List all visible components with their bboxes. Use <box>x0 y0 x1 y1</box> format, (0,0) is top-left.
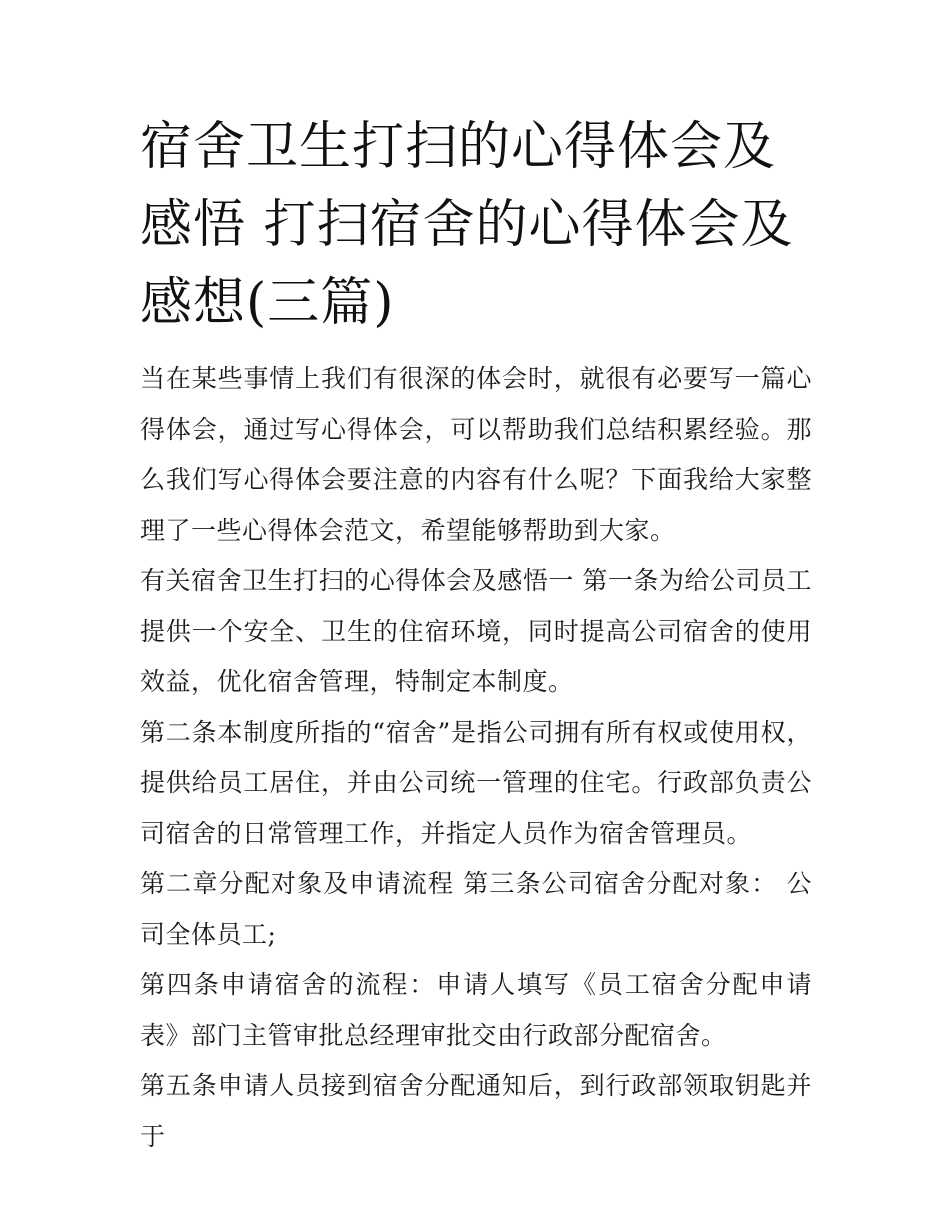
paragraph-article-2: 第二条本制度所指的“宿舍”是指公司拥有所有权或使用权，提供给员工居住，并由公司统一管理的住宅。行政部负责公司宿舍的日常管理工作，并指定人员作为宿舍管理员。 <box>140 717 812 848</box>
paragraph-article-1: 有关宿舍卫生打扫的心得体会及感悟一 第一条为给公司员工提供一个安全、卫生的住宿环境，同时提高公司宿舍的使用效益，优化宿舍管理，特制定本制度。 <box>140 566 812 696</box>
paragraph-chapter-2-article-3: 第二章分配对象及申请流程 第三条公司宿舍分配对象： 公司全体员工; <box>140 869 812 949</box>
paragraph-intro: 当在某些事情上我们有很深的体会时，就很有必要写一篇心得体会，通过写心得体会，可以帮助我们总结积累经验。那么我们写心得体会要注意的内容有什么呢？下面我给大家整理了一些心得体会范文，希望能够帮助到大家。 <box>140 364 812 545</box>
paragraph-article-4: 第四条申请宿舍的流程：申请人填写《员工宿舍分配申请表》部门主管审批总经理审批交由行政部分配宿舍。 <box>140 970 812 1050</box>
document-content <box>140 108 812 1162</box>
paragraph-article-5: 第五条申请人员接到宿舍分配通知后，到行政部领取钥匙并于 <box>140 1071 812 1151</box>
document-body <box>140 354 812 1162</box>
document-title: 宿舍卫生打扫的心得体会及感悟 打扫宿舍的心得体会及感想(三篇) <box>140 117 794 333</box>
